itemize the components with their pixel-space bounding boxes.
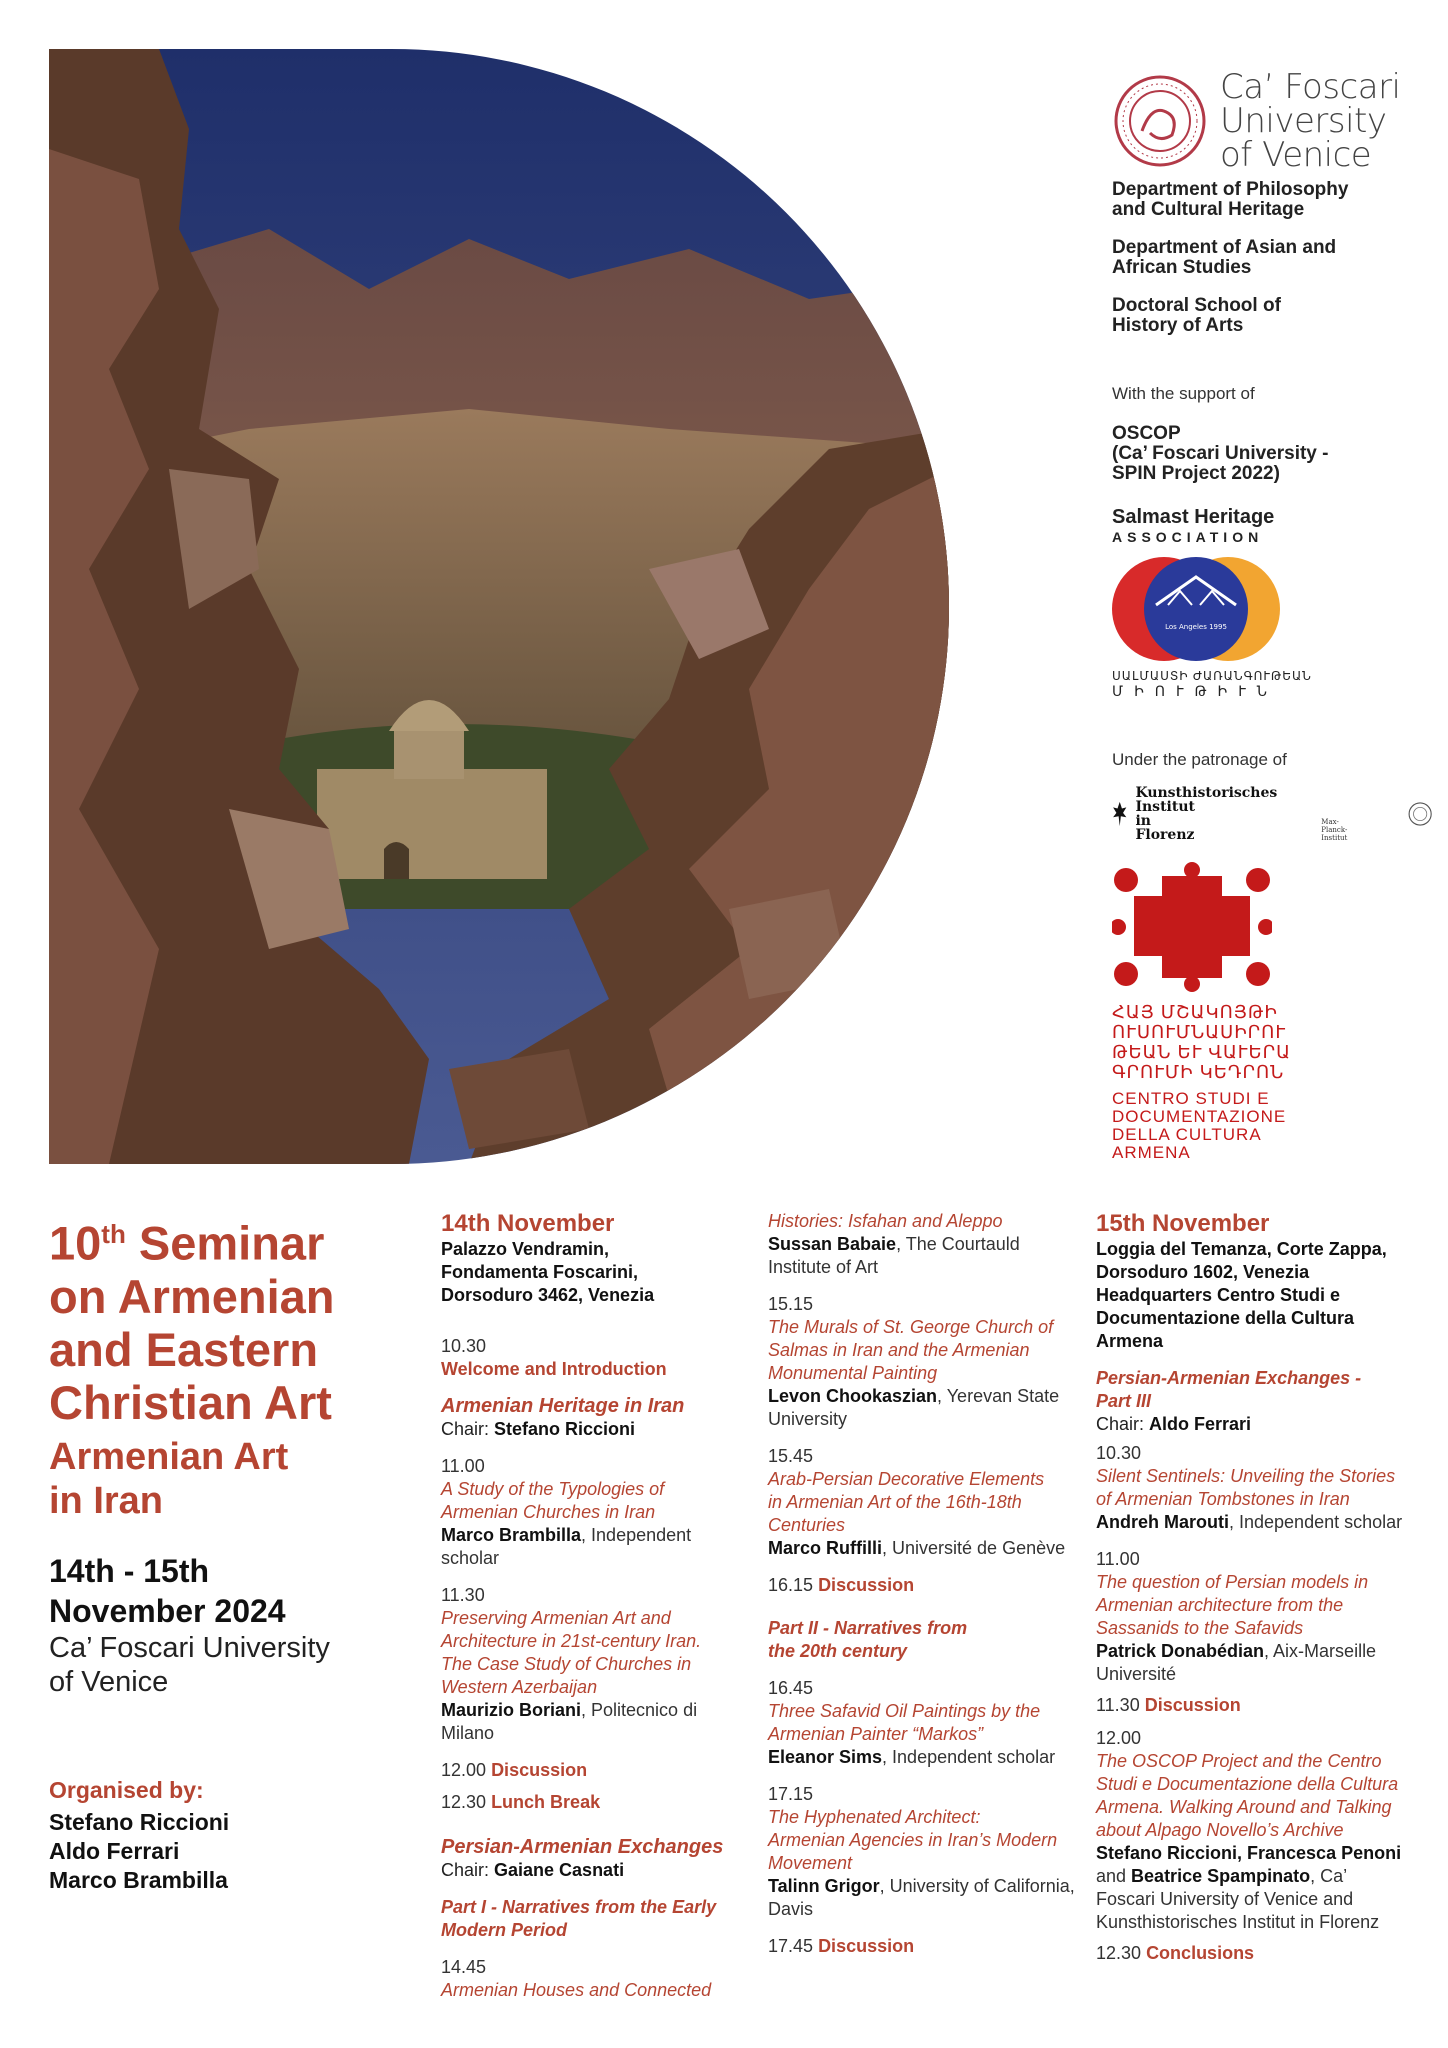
centro-it-line: ARMENA (1112, 1143, 1191, 1162)
talk-speaker (1096, 1640, 1408, 1686)
centro-arm-line: ԹԵԱՆ ԵՒ ՎԱՒԵՐԱ (1112, 1042, 1291, 1062)
seminar-dates (49, 1551, 419, 1631)
talk-title-line: The OSCOP Project and the Centro (1096, 1751, 1382, 1771)
programme-day1-continued-column (768, 1210, 1080, 1958)
centro-arm-line: ԳՐՈՒՄԻ ԿԵԴՐՈՆ (1112, 1062, 1285, 1082)
session-armenian-heritage: Armenian Heritage in Iran (441, 1395, 685, 1417)
talk-title (1096, 1571, 1408, 1640)
subtitle-line2: in Iran (49, 1479, 164, 1522)
discussion-row (768, 1574, 1080, 1597)
speaker-name: Maurizio Boriani (441, 1700, 582, 1720)
talk-title (768, 1468, 1080, 1537)
chair-name: Stefano Riccioni (494, 1419, 636, 1439)
discussion-time: 11.30 (1096, 1695, 1140, 1715)
part-line: Part III (1096, 1391, 1152, 1411)
florence-lily-icon (1112, 790, 1127, 838)
part1-heading (441, 1896, 753, 1942)
doctoral-school (1112, 296, 1432, 336)
dates-line2: November 2024 (49, 1592, 286, 1629)
talk-speaker (441, 1699, 753, 1745)
session1-chair (441, 1418, 753, 1441)
speaker-affiliation: , Politecnico di Milano (441, 1700, 698, 1743)
speaker-affiliation: , University of California, Davis (768, 1876, 1075, 1919)
dept-line: African Studies (1112, 257, 1252, 278)
university-name-line2: University (1220, 101, 1387, 141)
speaker-affiliation: , Yerevan State University (768, 1386, 1060, 1429)
programme-day2-column (1096, 1210, 1408, 1965)
discussion-row (768, 1935, 1080, 1958)
centro-it-line: DELLA CULTURA (1112, 1125, 1262, 1144)
dates-line1: 14th - 15th (49, 1552, 210, 1589)
talk-title (768, 1316, 1080, 1385)
talk-title-line: Armenian Churches in Iran (441, 1502, 656, 1522)
discussion-label: Discussion (1144, 1695, 1241, 1715)
lunch-label: Lunch Break (491, 1792, 601, 1812)
subtitle-line1: Armenian Art (49, 1435, 289, 1478)
talk-time: 16.45 (768, 1678, 814, 1698)
day1-address (441, 1238, 753, 1307)
discussion-label: Discussion (491, 1760, 588, 1780)
title-line1-rest: Seminar (125, 1216, 325, 1270)
centro-it-line: CENTRO STUDI E (1112, 1089, 1270, 1108)
part-line: Persian-Armenian Exchanges - (1096, 1368, 1362, 1388)
organiser: Marco Brambilla (49, 1866, 228, 1893)
university-name-line3: of Venice (1220, 135, 1372, 175)
talk-title (768, 1806, 1080, 1875)
talk-speaker (768, 1875, 1080, 1921)
salmast-title: Salmast Heritage (1112, 506, 1275, 528)
talk-speaker (441, 1524, 753, 1570)
khi-name (1135, 786, 1277, 842)
address-line: Dorsoduro 3462, Venezia (441, 1285, 655, 1305)
centro-italian-name (1112, 1090, 1432, 1162)
speaker-affiliation: , Independent scholar (441, 1525, 692, 1568)
session2-chair (441, 1859, 753, 1882)
talk-speaker (768, 1233, 1080, 1279)
title-line4: Christian Art (49, 1375, 332, 1429)
talk-title-line: Centuries (768, 1515, 846, 1535)
speaker-conjunction: and (1096, 1866, 1132, 1886)
talk-title-line: in Armenian Art of the 16th-18th (768, 1492, 1022, 1512)
talk-title-line: Western Azerbaijan (441, 1677, 598, 1697)
khi-line: Institut (1135, 799, 1195, 815)
speaker-name: Patrick Donabédian (1096, 1641, 1265, 1661)
discussion-row (1096, 1694, 1408, 1717)
talk-time: 17.15 (768, 1784, 814, 1804)
talk-title-line: Monumental Painting (768, 1363, 938, 1383)
conclusions-label: Conclusions (1146, 1943, 1255, 1963)
chair-label: Chair: (441, 1860, 495, 1880)
chair-label: Chair: (441, 1419, 495, 1439)
talk-time: 11.00 (441, 1456, 485, 1476)
address-line: Palazzo Vendramin, (441, 1239, 610, 1259)
talk-speaker (768, 1537, 1080, 1560)
address-line: Armena (1096, 1331, 1164, 1351)
speaker-affiliation: , Université de Genève (882, 1538, 1066, 1558)
salmast-subtitle: ASSOCIATION (1112, 529, 1264, 545)
welcome-title: Welcome and Introduction (441, 1359, 667, 1379)
max-planck-label: Max-Planck-Institut (1321, 818, 1348, 842)
part-line: Modern Period (441, 1920, 568, 1940)
salmast-armenian-line2: ՄԻՈՒԹԻՒՆ (1112, 683, 1278, 699)
title-line2: on Armenian (49, 1269, 335, 1323)
speaker-affiliation: , The Courtauld Institute of Art (768, 1234, 1020, 1277)
speaker-name: Eleanor Sims (768, 1747, 883, 1767)
welcome-time: 10.30 (441, 1336, 487, 1356)
lunch-time: 12.30 (441, 1792, 487, 1812)
organised-by-label: Organised by: (49, 1776, 204, 1803)
conclusions-row (1096, 1942, 1408, 1965)
day2-address (1096, 1238, 1408, 1353)
seminar-title-block (49, 1208, 419, 1895)
venue-line2: of Venice (49, 1665, 169, 1698)
discussion-time: 16.15 (768, 1575, 814, 1595)
discussion-time: 17.45 (768, 1936, 814, 1956)
salmast-badge-text: Los Angeles 1995 (1165, 623, 1227, 631)
speaker-name: Marco Ruffilli (768, 1538, 883, 1558)
speaker-name: Sussan Babaie (768, 1234, 897, 1254)
dept-line: History of Arts (1112, 315, 1244, 336)
day2-heading: 15th November (1096, 1210, 1270, 1237)
centro-it-line: DOCUMENTAZIONE (1112, 1107, 1287, 1126)
cover-photo-armenian-church (49, 49, 949, 1164)
talk-title-line: Studi e Documentazione della Cultura (1096, 1774, 1399, 1794)
conclusions-time: 12.30 (1096, 1943, 1142, 1963)
talk-speaker (1096, 1511, 1408, 1534)
speaker-name: Marco Brambilla (441, 1525, 582, 1545)
talk-time: 11.30 (441, 1585, 485, 1605)
speaker-name: Stefano Riccioni, Francesca Penoni (1096, 1843, 1402, 1863)
speaker-affiliation: , Independent scholar (882, 1747, 1056, 1767)
organiser: Stefano Riccioni (49, 1808, 230, 1835)
khi-logo-row (1112, 786, 1432, 842)
address-line: Dorsoduro 1602, Venezia (1096, 1262, 1310, 1282)
dept-line: Department of Asian and (1112, 237, 1337, 258)
talk-title (768, 1700, 1080, 1746)
title-line1 (49, 1208, 419, 1270)
speaker-name: Levon Chookaszian (768, 1386, 938, 1406)
venue-line1: Ca’ Foscari University (49, 1631, 330, 1664)
centro-studi-logo-icon (1112, 862, 1272, 992)
talk-title-line: Preserving Armenian Art and (441, 1608, 671, 1628)
talk-title-line: The question of Persian models in (1096, 1572, 1369, 1592)
khi-line: Kunsthistorisches (1135, 785, 1278, 801)
ca-foscari-seal-icon (1112, 73, 1208, 169)
patronage-label: Under the patronage of (1112, 750, 1287, 769)
max-planck-seal-icon (1408, 792, 1432, 836)
talk-title-line: Sassanids to the Safavids (1096, 1618, 1304, 1638)
speaker-name: Beatrice Spampinato (1131, 1866, 1311, 1886)
dept-line: Doctoral School of (1112, 295, 1281, 316)
part-line: Part II - Narratives from (768, 1618, 968, 1638)
session-persian-armenian: Persian-Armenian Exchanges (441, 1836, 724, 1858)
speaker-name: Andreh Marouti (1096, 1512, 1229, 1532)
ca-foscari-logo (1112, 67, 1432, 175)
support-label: With the support of (1112, 384, 1255, 403)
talk-time: 10.30 (1096, 1443, 1142, 1463)
part-line: the 20th century (768, 1641, 908, 1661)
talk-title-line: The Hyphenated Architect: (768, 1807, 981, 1827)
talk-speaker (1096, 1842, 1408, 1934)
talk-title-line: Armenian architecture from the (1096, 1595, 1344, 1615)
discussion-time: 12.00 (441, 1760, 487, 1780)
address-line: Headquarters Centro Studi e (1096, 1285, 1341, 1305)
khi-line: Florenz (1135, 827, 1195, 843)
seminar-subtitle (49, 1435, 419, 1523)
speaker-affiliation: , Ca’ Foscari University of Venice and Kunsthistorisches Institut in Florenz (1096, 1866, 1380, 1932)
speaker-affiliation: , Independent scholar (1229, 1512, 1403, 1532)
chair-name: Gaiane Casnati (494, 1860, 625, 1880)
oscop-line: OSCOP (1112, 423, 1181, 444)
talk-title-line: Armena. Walking Around and Talking (1096, 1797, 1392, 1817)
part2-heading (768, 1617, 1080, 1663)
speaker-name: Talinn Grigor (768, 1876, 880, 1896)
centro-arm-line: ՈՒՍՈՒՄՆԱՍԻՐՈՒ (1112, 1022, 1286, 1042)
talk-title-line: of Armenian Tombstones in Iran (1096, 1489, 1350, 1509)
discussion-label: Discussion (818, 1936, 915, 1956)
talk-title-line: Silent Sentinels: Unveiling the Stories (1096, 1466, 1396, 1486)
programme-day1-column (441, 1210, 753, 2002)
talk-title-line: about Alpago Novello’s Archive (1096, 1820, 1344, 1840)
talk-speaker (768, 1385, 1080, 1431)
part3-heading (1096, 1367, 1408, 1413)
talk-title-line: The Murals of St. George Church of (768, 1317, 1054, 1337)
talk-title-line: A Study of the Typologies of (441, 1479, 665, 1499)
centro-armenian-name (1112, 1002, 1432, 1082)
oscop-line: SPIN Project 2022) (1112, 463, 1280, 484)
oscop-line: (Ca’ Foscari University - (1112, 443, 1329, 464)
title-ordinal-suffix: th (101, 1219, 126, 1249)
university-name-line1: Ca’ Foscari (1220, 67, 1401, 107)
lunch-row (441, 1791, 753, 1814)
salmast-armenian-line1: ՍԱԼՄԱՍՏԻ ԺԱՌԱՆԳՈՒԹԵԱՆ (1112, 669, 1312, 683)
talk-title-line: Movement (768, 1853, 853, 1873)
title-ordinal: 10 (49, 1216, 102, 1270)
talk-title-line: Arab-Persian Decorative Elements (768, 1469, 1045, 1489)
talk-title-line: Architecture in 21st-century Iran. (441, 1631, 702, 1651)
talk-title-continued: Histories: Isfahan and Aleppo (768, 1211, 1003, 1231)
address-line: Loggia del Temanza, Corte Zappa, (1096, 1239, 1387, 1259)
talk-title-line: Salmas in Iran and the Armenian (768, 1340, 1030, 1360)
department-asian-african (1112, 238, 1432, 278)
talk-title-line: The Case Study of Churches in (441, 1654, 692, 1674)
talk-time: 15.45 (768, 1446, 814, 1466)
session3-chair (1096, 1413, 1408, 1436)
address-line: Fondamenta Foscarini, (441, 1262, 639, 1282)
talk-title-line: Armenian Painter “Markos” (768, 1724, 984, 1744)
talk-title (1096, 1465, 1408, 1511)
khi-line: in (1135, 813, 1151, 829)
talk-title (441, 1607, 753, 1699)
organiser: Aldo Ferrari (49, 1837, 180, 1864)
dept-line: Department of Philosophy (1112, 179, 1349, 200)
dept-line: and Cultural Heritage (1112, 199, 1305, 220)
talk-time: 15.15 (768, 1294, 814, 1314)
centro-arm-line: ՀԱՅ ՄՇԱԿՈՅԹԻ (1112, 1002, 1278, 1022)
chair-name: Aldo Ferrari (1149, 1414, 1252, 1434)
part-line: Part I - Narratives from the Early (441, 1897, 717, 1917)
seminar-venue (49, 1631, 419, 1699)
salmast-logo-icon (1112, 553, 1282, 665)
talk-time: 11.00 (1096, 1549, 1140, 1569)
chair-label: Chair: (1096, 1414, 1150, 1434)
talk-time: 14.45 (441, 1957, 487, 1977)
organisers-list (49, 1808, 419, 1895)
seminar-title (49, 1208, 419, 1429)
discussion-row (441, 1759, 753, 1782)
talk-title-line: Armenian Agencies in Iran’s Modern (768, 1830, 1058, 1850)
talk-title (1096, 1750, 1408, 1842)
talk-title: Armenian Houses and Connected (441, 1980, 712, 2000)
talk-title (441, 1478, 753, 1524)
discussion-label: Discussion (818, 1575, 915, 1595)
sponsor-column (1112, 67, 1432, 1162)
speaker-affiliation: , Aix-Marseille Université (1096, 1641, 1377, 1684)
talk-speaker (768, 1746, 1080, 1769)
address-line: Documentazione della Cultura (1096, 1308, 1355, 1328)
department-philosophy (1112, 180, 1432, 220)
title-line3: and Eastern (49, 1322, 319, 1376)
day1-heading: 14th November (441, 1210, 615, 1237)
oscop-block (1112, 424, 1432, 484)
talk-title-line: Three Safavid Oil Paintings by the (768, 1701, 1041, 1721)
talk-time: 12.00 (1096, 1728, 1142, 1748)
